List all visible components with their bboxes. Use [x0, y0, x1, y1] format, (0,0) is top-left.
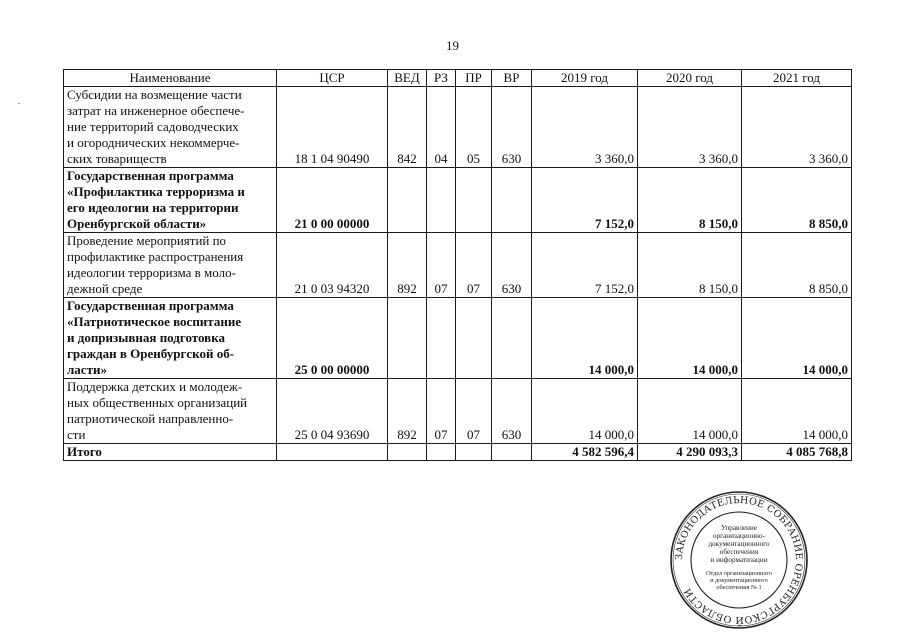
stamp-line: документационного [708, 540, 770, 548]
stamp-line: обеспечения [719, 548, 759, 556]
row-pr: 07 [456, 233, 492, 298]
total-empty-cell [277, 444, 388, 461]
name-line: Поддержка детских и молодеж- [67, 379, 243, 394]
stamp-outer-textpath: ЗАКОНОДАТЕЛЬНОЕ СОБРАНИЕ ОРЕНБУРГСКОЙ ОБЛАСТИ [673, 494, 805, 626]
stamp-seal-icon [669, 490, 809, 630]
row-2020: 14 000,0 [638, 379, 742, 444]
name-line: Государственная программа [67, 168, 234, 183]
row-ved: 892 [388, 379, 427, 444]
official-stamp [669, 490, 809, 630]
table-row [64, 233, 852, 298]
row-2019: 3 360,0 [532, 87, 638, 168]
name-line: профилактике распространения [67, 249, 244, 264]
row-pr [456, 298, 492, 379]
name-line: граждан в Оренбургской об- [67, 346, 235, 361]
row-vr [492, 168, 532, 233]
name-line: дежной среде [67, 281, 143, 296]
row-csr: 25 0 04 93690 [277, 379, 388, 444]
row-2021: 3 360,0 [742, 87, 852, 168]
name-line: патриотической направленно- [67, 411, 234, 426]
row-2021: 14 000,0 [742, 298, 852, 379]
row-name [64, 379, 277, 444]
row-2020: 14 000,0 [638, 298, 742, 379]
row-ved: 842 [388, 87, 427, 168]
row-2019: 14 000,0 [532, 298, 638, 379]
row-vr: 630 [492, 379, 532, 444]
row-vr: 630 [492, 87, 532, 168]
header-csr: ЦСР [277, 70, 388, 87]
row-rz [427, 168, 456, 233]
row-name [64, 168, 277, 233]
row-csr: 21 0 00 00000 [277, 168, 388, 233]
name-line: его идеологии на территории [67, 200, 239, 215]
total-empty-cell [456, 444, 492, 461]
row-2020: 3 360,0 [638, 87, 742, 168]
header-pr: ПР [456, 70, 492, 87]
total-2021: 4 085 768,8 [742, 444, 852, 461]
stamp-line: Управление [720, 524, 758, 532]
name-line: «Патриотическое воспитание [67, 314, 242, 329]
total-empty-cell [492, 444, 532, 461]
header-rz: РЗ [427, 70, 456, 87]
row-rz: 04 [427, 87, 456, 168]
name-line: ние территорий садоводческих [67, 119, 239, 134]
row-2021: 8 850,0 [742, 233, 852, 298]
name-line: затрат на инженерное обеспече- [67, 103, 245, 118]
row-csr: 21 0 03 94320 [277, 233, 388, 298]
row-2020: 8 150,0 [638, 233, 742, 298]
row-name [64, 87, 277, 168]
margin-mark [18, 103, 20, 104]
stamp-line: и документационного [710, 577, 768, 584]
row-vr [492, 298, 532, 379]
row-2019: 7 152,0 [532, 168, 638, 233]
header-name: Наименование [64, 70, 277, 87]
name-line: «Профилактика терроризма и [67, 184, 245, 199]
row-name [64, 233, 277, 298]
row-pr: 05 [456, 87, 492, 168]
name-line: ласти» [67, 362, 107, 377]
total-empty-cell [427, 444, 456, 461]
row-pr [456, 168, 492, 233]
stamp-line: Отдел организационного [706, 570, 772, 577]
row-2021: 8 850,0 [742, 168, 852, 233]
total-row [64, 444, 852, 461]
name-line: ных общественных организаций [67, 395, 248, 410]
stamp-line: обеспечения № 1 [716, 584, 762, 591]
header-vr: ВР [492, 70, 532, 87]
budget-table [63, 69, 852, 461]
row-ved [388, 298, 427, 379]
header-2020: 2020 год [638, 70, 742, 87]
total-label: Итого [64, 444, 277, 461]
name-line: идеологии терроризма в моло- [67, 265, 236, 280]
row-pr: 07 [456, 379, 492, 444]
header-ved: ВЕД [388, 70, 427, 87]
row-2019: 7 152,0 [532, 233, 638, 298]
row-name [64, 298, 277, 379]
name-line: Субсидии на возмещение части [67, 87, 242, 102]
row-2020: 8 150,0 [638, 168, 742, 233]
header-2021: 2021 год [742, 70, 852, 87]
name-line: Проведение мероприятий по [67, 233, 227, 248]
row-rz [427, 298, 456, 379]
table-row [64, 379, 852, 444]
page-number: 19 [446, 38, 459, 53]
name-line: Оренбургской области» [67, 216, 207, 231]
row-rz: 07 [427, 233, 456, 298]
name-line: Государственная программа [67, 298, 234, 313]
total-empty-cell [388, 444, 427, 461]
stamp-line: и информатизации [710, 556, 768, 564]
header-2019: 2019 год [532, 70, 638, 87]
total-2019: 4 582 596,4 [532, 444, 638, 461]
total-2020: 4 290 093,3 [638, 444, 742, 461]
row-2019: 14 000,0 [532, 379, 638, 444]
row-rz: 07 [427, 379, 456, 444]
name-line: ских товариществ [67, 151, 167, 166]
stamp-inner-text [706, 524, 772, 591]
table-row [64, 87, 852, 168]
table-row [64, 168, 852, 233]
name-line: и допризывная подготовка [67, 330, 225, 345]
row-2021: 14 000,0 [742, 379, 852, 444]
row-csr: 18 1 04 90490 [277, 87, 388, 168]
row-ved [388, 168, 427, 233]
name-line: и огороднических некоммерче- [67, 135, 240, 150]
row-csr: 25 0 00 00000 [277, 298, 388, 379]
table-header-row [64, 70, 852, 87]
table-row [64, 298, 852, 379]
row-ved: 892 [388, 233, 427, 298]
stamp-line: организационно- [712, 532, 766, 540]
name-line: сти [67, 427, 86, 442]
row-vr: 630 [492, 233, 532, 298]
